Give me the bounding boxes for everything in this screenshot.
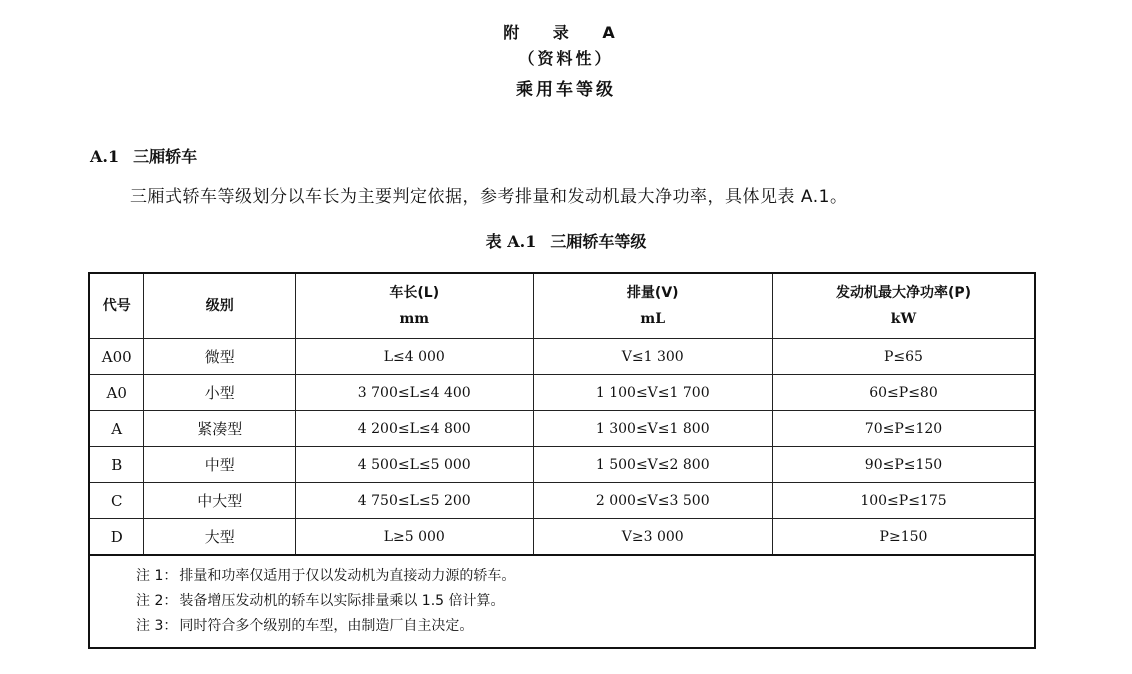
appendix-nature: （资料性） [518,49,614,68]
cell-code: D [89,519,144,556]
cell-level: 大型 [144,519,296,556]
table-caption-number: 表 A.1 [485,232,537,251]
col-header-length: 车长(L) mm [296,273,533,339]
table-row [89,339,1035,375]
cell-code: A00 [89,339,144,375]
table-row [89,483,1035,519]
cell-level: 小型 [144,375,296,411]
cell-level: 紧凑型 [144,411,296,447]
cell-length: L≥5 000 [296,519,533,556]
note-2: 注 2： 装备增压发动机的轿车以实际排量乘以 1.5 倍计算。 [136,593,505,609]
cell-displacement: V≤1 300 [533,339,772,375]
cell-level: 中型 [144,447,296,483]
cell-level: 中大型 [144,483,296,519]
cell-length: 4 750≤L≤5 200 [296,483,533,519]
note-3: 注 3： 同时符合多个级别的车型，由制造厂自主决定。 [136,618,474,634]
table-header-row [89,273,1035,339]
note-1: 注 1： 排量和功率仅适用于仅以发动机为直接动力源的轿车。 [136,568,516,584]
unit-kw: kW [890,311,917,327]
cell-code: C [89,483,144,519]
appendix-title: 附 录 A [503,23,629,42]
cell-code: B [89,447,144,483]
cell-power: P≤65 [772,339,1035,375]
col-header-code: 代号 [89,273,144,339]
cell-power: 70≤P≤120 [772,411,1035,447]
cell-length: 3 700≤L≤4 400 [296,375,533,411]
table-row [89,519,1035,556]
col-header-displacement: 排量(V) mL [533,273,772,339]
unit-mm: mm [399,311,430,327]
cell-level: 微型 [144,339,296,375]
cell-power: 90≤P≤150 [772,447,1035,483]
cell-displacement: 1 100≤V≤1 700 [533,375,772,411]
appendix-subject: 乘用车等级 [516,80,616,100]
table-caption-title: 三厢轿车等级 [550,232,647,251]
section-paragraph: 三厢式轿车等级划分以车长为主要判定依据，参考排量和发动机最大净功率，具体见表 A.1。 [130,187,848,207]
col-header-power: 发动机最大净功率(P) kW [772,273,1035,339]
section-number: A.1 [90,147,120,166]
cell-code: A0 [89,375,144,411]
cell-displacement: V≥3 000 [533,519,772,556]
cell-displacement: 1 500≤V≤2 800 [533,447,772,483]
table-notes [89,555,1035,648]
section-title: 三厢轿车 [133,147,198,166]
cell-length: 4 500≤L≤5 000 [296,447,533,483]
cell-length: L≤4 000 [296,339,533,375]
cell-power: P≥150 [772,519,1035,556]
sedan-grade-table [88,272,1036,649]
cell-code: A [89,411,144,447]
cell-displacement: 2 000≤V≤3 500 [533,483,772,519]
section-heading [90,144,197,167]
cell-power: 60≤P≤80 [772,375,1035,411]
table-notes-row [89,555,1035,648]
table-row [89,447,1035,483]
table-row [89,375,1035,411]
table-row [89,411,1035,447]
col-header-level: 级别 [144,273,296,339]
cell-length: 4 200≤L≤4 800 [296,411,533,447]
table-caption [0,229,1132,252]
cell-power: 100≤P≤175 [772,483,1035,519]
cell-displacement: 1 300≤V≤1 800 [533,411,772,447]
unit-ml: mL [640,311,666,327]
